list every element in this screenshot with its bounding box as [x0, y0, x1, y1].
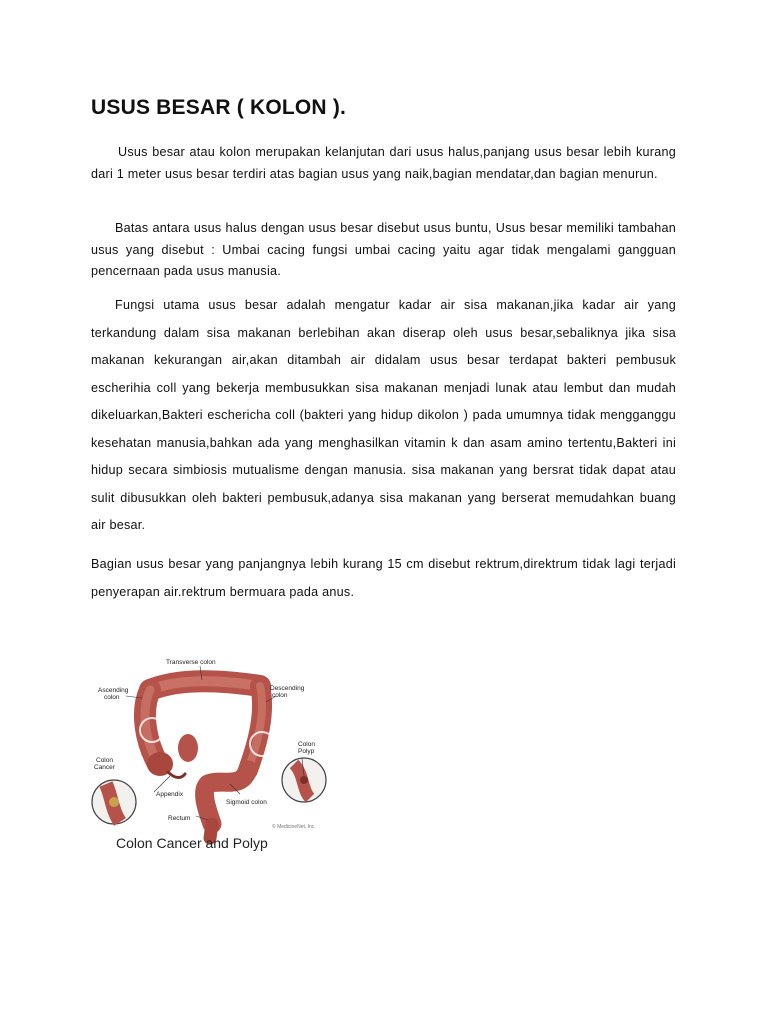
- polyp-callout-circle: [282, 758, 326, 802]
- label-ascending-colon-line1: Ascending: [98, 687, 129, 694]
- paragraph-function: Fungsi utama usus besar adalah mengatur kadar air sisa makanan,jika kadar air yang terkandung dalam sisa makanan berlebihan akan diserap oleh usus besar,sebaliknya jika sisa makanan kekurangan air,akan ditambah air didalam usus besar terdapat bakteri pembusuk escherihia coll yang bekerja membusukkan sisa makanan menjadi lunak atau lembut dan mudah dikeluarkan,Bakteri eschericha coll (bakteri yang hidup dikolon ) pada umumnya tidak mengganggu kesehatan manusia,bahkan ada yang menghasilkan vitamin k dan asam amino tertentu,Bakteri ini hidup secara simbiosis mutualisme dengan manusia. sisa makanan yang bersrat tidak dapat atau sulit dibusukkan oleh bakteri pembusuk,adanya sisa makanan yang berserat memudahkan buang air besar.: [91, 298, 676, 532]
- paragraph-boundary: Batas antara usus halus dengan usus besar disebut usus buntu, Usus besar memiliki tambahan usus yang disebut : Umbai cacing fungsi umbai cacing yaitu agar tidak mengalami gangguan pencernaan pada usus manusia.: [91, 221, 676, 278]
- label-colon-polyp-line1: Colon: [298, 741, 315, 748]
- paragraph-intro: Usus besar atau kolon merupakan kelanjutan dari usus halus,panjang usus besar lebih kurang dari 1 meter usus besar terdiri atas bagian usus yang naik,bagian mendatar,dan bagian menurun.: [91, 145, 676, 181]
- colon-body: [145, 681, 262, 838]
- label-colon-cancer-line1: Colon: [96, 757, 113, 764]
- label-descending-colon-line1: Descending: [270, 685, 305, 692]
- label-sigmoid-colon: Sigmoid colon: [226, 799, 267, 806]
- label-transverse-colon: Transverse colon: [166, 659, 216, 666]
- label-colon-polyp-line2: Polyp: [298, 748, 315, 755]
- figure-caption: Colon Cancer and Polyp: [116, 835, 268, 851]
- label-descending-colon-line2: colon: [272, 692, 288, 699]
- label-rectum: Rectum: [168, 815, 191, 822]
- cancer-callout-circle: [92, 780, 136, 824]
- page-title: USUS BESAR ( KOLON ).: [91, 96, 347, 119]
- label-colon-cancer-line2: Cancer: [94, 764, 115, 771]
- colon-diagram: [90, 652, 342, 862]
- colon-illustration: [90, 652, 342, 862]
- label-appendix: Appendix: [156, 791, 184, 798]
- label-copyright: © MedicineNet, Inc.: [272, 824, 316, 830]
- label-ascending-colon-line2: colon: [104, 694, 120, 701]
- paragraph-rectum: Bagian usus besar yang panjangnya lebih kurang 15 cm disebut rektrum,direktrum tidak lagi terjadi penyerapan air.rektrum bermuara pada anus.: [91, 557, 676, 599]
